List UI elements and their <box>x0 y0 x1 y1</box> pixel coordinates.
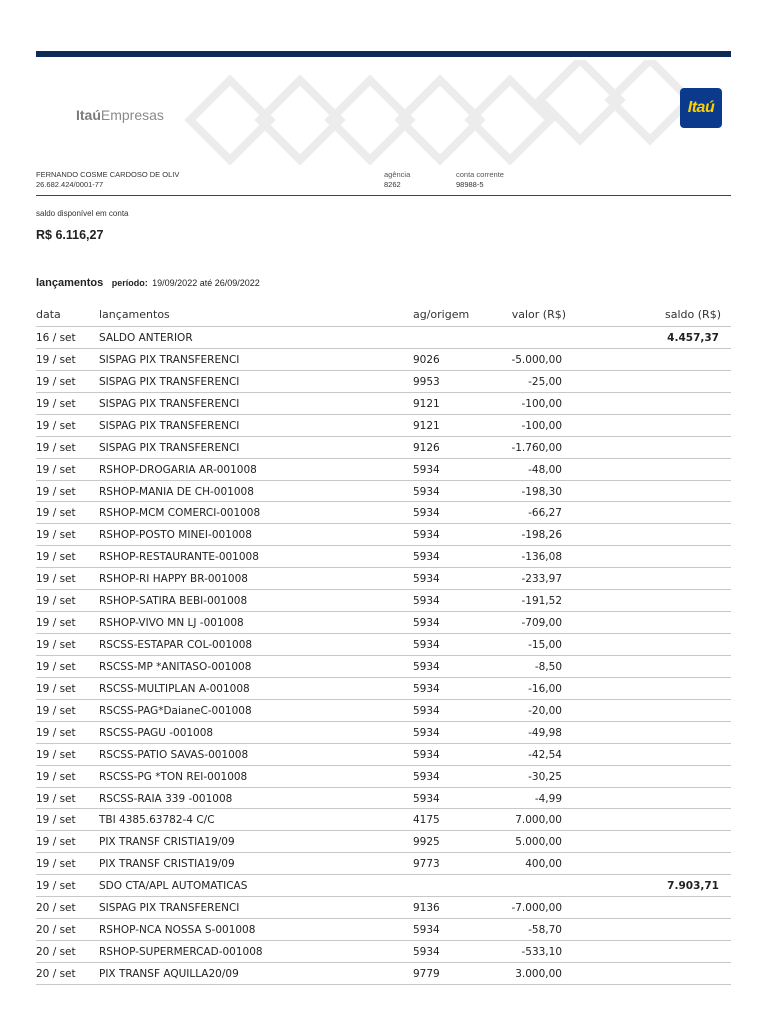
row-description: RSHOP-RI HAPPY BR-001008 <box>99 573 248 586</box>
row-value: -30,25 <box>528 770 562 783</box>
brand-rest: Empresas <box>100 107 164 123</box>
row-agency: 5934 <box>413 924 440 937</box>
balance-label: saldo disponível em conta <box>36 209 129 218</box>
row-description: RSCSS-RAIA 339 -001008 <box>99 792 233 805</box>
row-description: RSHOP-SUPERMERCAD-001008 <box>99 946 263 959</box>
row-description: SISPAG PIX TRANSFERENCI <box>99 902 240 915</box>
table-row <box>36 480 731 503</box>
table-row <box>36 655 731 678</box>
agencia-value: 8262 <box>384 180 401 189</box>
row-value: -58,70 <box>528 924 562 937</box>
table-row <box>36 501 731 524</box>
conta-label: conta corrente <box>456 170 504 179</box>
row-agency: 5934 <box>413 748 440 761</box>
table-row <box>36 677 731 700</box>
table-row <box>36 808 731 831</box>
row-description: SISPAG PIX TRANSFERENCI <box>99 419 240 432</box>
row-date: 19 / set <box>36 551 76 564</box>
table-row <box>36 414 731 437</box>
row-description: SISPAG PIX TRANSFERENCI <box>99 441 240 454</box>
row-value: -48,00 <box>528 463 562 476</box>
table-row <box>36 787 731 810</box>
col-desc-header: lançamentos <box>99 308 170 321</box>
row-agency: 9126 <box>413 441 440 454</box>
agencia-label: agência <box>384 170 411 179</box>
row-description: RSHOP-MCM COMERCI-001008 <box>99 507 261 520</box>
row-date: 19 / set <box>36 682 76 695</box>
row-value: -15,00 <box>528 639 562 652</box>
row-agency: 5934 <box>413 485 440 498</box>
table-row <box>36 940 731 963</box>
conta-value: 98988-5 <box>456 180 484 189</box>
table-row <box>36 545 731 568</box>
row-value: -49,98 <box>528 726 562 739</box>
row-description: RSHOP-VIVO MN LJ -001008 <box>99 617 244 630</box>
table-end-line <box>36 984 731 985</box>
row-date: 20 / set <box>36 924 76 937</box>
row-description: RSHOP-RESTAURANTE-001008 <box>99 551 259 564</box>
table-row <box>36 589 731 612</box>
table-row <box>36 348 731 371</box>
row-date: 19 / set <box>36 441 76 454</box>
table-row <box>36 852 731 875</box>
row-agency: 9773 <box>413 858 440 871</box>
row-value: 400,00 <box>525 858 562 871</box>
row-agency: 5934 <box>413 639 440 652</box>
row-description: RSHOP-DROGARIA AR-001008 <box>99 463 257 476</box>
row-description: RSCSS-ESTAPAR COL-001008 <box>99 639 253 652</box>
row-value: -191,52 <box>521 595 562 608</box>
logo-text: Itaú <box>687 99 715 116</box>
row-agency: 9121 <box>413 397 440 410</box>
table-row <box>36 458 731 481</box>
row-description: RSCSS-PATIO SAVAS-001008 <box>99 748 249 761</box>
row-agency: 5934 <box>413 617 440 630</box>
row-value: -100,00 <box>521 419 562 432</box>
row-date: 19 / set <box>36 463 76 476</box>
row-date: 19 / set <box>36 375 76 388</box>
holder-name: FERNANDO COSME CARDOSO DE OLIV <box>36 170 180 179</box>
row-value: -198,30 <box>521 485 562 498</box>
divider <box>36 195 731 196</box>
table-row <box>36 721 731 744</box>
row-value: -233,97 <box>521 573 562 586</box>
table-header <box>36 308 731 326</box>
table-row <box>36 874 731 897</box>
row-agency: 9779 <box>413 967 440 980</box>
row-value: -16,00 <box>528 682 562 695</box>
row-description: SDO CTA/APL AUTOMATICAS <box>99 880 248 893</box>
itau-logo <box>680 88 722 128</box>
row-agency: 5934 <box>413 573 440 586</box>
row-agency: 5934 <box>413 551 440 564</box>
row-agency: 5934 <box>413 529 440 542</box>
holder-cnpj: 26.682.424/0001-77 <box>36 180 104 189</box>
row-value: 5.000,00 <box>515 836 562 849</box>
row-date: 19 / set <box>36 485 76 498</box>
row-date: 19 / set <box>36 858 76 871</box>
row-agency: 5934 <box>413 660 440 673</box>
row-value: -20,00 <box>528 704 562 717</box>
row-date: 19 / set <box>36 639 76 652</box>
row-balance: 4.457,37 <box>667 332 719 344</box>
header-pattern <box>170 60 690 165</box>
row-value: -7.000,00 <box>511 902 562 915</box>
row-value: -100,00 <box>521 397 562 410</box>
lancamentos-title: lançamentos <box>36 277 104 289</box>
balance-value: R$ 6.116,27 <box>36 228 104 242</box>
row-description: RSCSS-PG *TON REI-001008 <box>99 770 248 783</box>
row-value: -5.000,00 <box>511 353 562 366</box>
row-agency: 9026 <box>413 353 440 366</box>
row-agency: 9136 <box>413 902 440 915</box>
row-description: RSCSS-MULTIPLAN A-001008 <box>99 682 250 695</box>
row-value: 7.000,00 <box>515 814 562 827</box>
row-agency: 5934 <box>413 726 440 739</box>
row-date: 19 / set <box>36 660 76 673</box>
row-date: 19 / set <box>36 507 76 520</box>
row-agency: 5934 <box>413 704 440 717</box>
row-date: 19 / set <box>36 617 76 630</box>
row-agency: 4175 <box>413 814 440 827</box>
row-agency: 5934 <box>413 463 440 476</box>
row-description: SISPAG PIX TRANSFERENCI <box>99 375 240 388</box>
row-description: TBI 4385.63782-4 C/C <box>99 814 215 827</box>
row-date: 19 / set <box>36 573 76 586</box>
table-row <box>36 567 731 590</box>
table-row <box>36 326 731 349</box>
row-date: 19 / set <box>36 704 76 717</box>
row-agency: 5934 <box>413 770 440 783</box>
table-row <box>36 830 731 853</box>
col-ag-header: ag/origem <box>413 308 470 321</box>
table-row <box>36 699 731 722</box>
row-description: RSCSS-PAG*DaianeC-001008 <box>99 704 252 717</box>
row-description: SISPAG PIX TRANSFERENCI <box>99 397 240 410</box>
table-row <box>36 436 731 459</box>
table-row <box>36 523 731 546</box>
table-row <box>36 918 731 941</box>
row-agency: 5934 <box>413 595 440 608</box>
row-agency: 5934 <box>413 682 440 695</box>
row-date: 19 / set <box>36 770 76 783</box>
row-description: PIX TRANSF CRISTIA19/09 <box>99 858 235 871</box>
row-value: -136,08 <box>521 551 562 564</box>
conta-block <box>456 170 504 190</box>
row-value: -198,26 <box>521 529 562 542</box>
row-agency: 9925 <box>413 836 440 849</box>
row-value: -4,99 <box>534 792 562 805</box>
row-date: 19 / set <box>36 836 76 849</box>
row-description: RSHOP-NCA NOSSA S-001008 <box>99 924 256 937</box>
table-row <box>36 962 731 985</box>
col-valor-header: valor (R$) <box>511 308 566 321</box>
row-value: 3.000,00 <box>515 967 562 980</box>
table-row <box>36 633 731 656</box>
row-value: -709,00 <box>521 617 562 630</box>
row-agency: 5934 <box>413 792 440 805</box>
row-date: 19 / set <box>36 726 76 739</box>
row-description: PIX TRANSF AQUILLA20/09 <box>99 967 239 980</box>
row-date: 16 / set <box>36 332 76 344</box>
table-row <box>36 896 731 919</box>
row-description: PIX TRANSF CRISTIA19/09 <box>99 836 235 849</box>
row-value: -42,54 <box>528 748 562 761</box>
row-description: RSHOP-SATIRA BEBI-001008 <box>99 595 248 608</box>
row-value: -533,10 <box>521 946 562 959</box>
brand-bold: Itaú <box>76 107 101 123</box>
brand-name <box>76 107 164 123</box>
table-row <box>36 765 731 788</box>
row-agency: 5934 <box>413 507 440 520</box>
row-date: 19 / set <box>36 880 76 893</box>
row-date: 19 / set <box>36 792 76 805</box>
row-value: -1.760,00 <box>511 441 562 454</box>
table-row <box>36 743 731 766</box>
header-bar <box>36 51 731 57</box>
col-saldo-header: saldo (R$) <box>665 308 721 321</box>
row-balance: 7.903,71 <box>667 880 719 893</box>
row-date: 19 / set <box>36 397 76 410</box>
row-date: 19 / set <box>36 419 76 432</box>
period-value: 19/09/2022 até 26/09/2022 <box>152 278 260 288</box>
table-row <box>36 370 731 393</box>
row-date: 19 / set <box>36 353 76 366</box>
row-date: 19 / set <box>36 748 76 761</box>
row-agency: 5934 <box>413 946 440 959</box>
row-date: 20 / set <box>36 946 76 959</box>
lancamentos-heading <box>36 273 260 291</box>
row-description: RSHOP-POSTO MINEI-001008 <box>99 529 252 542</box>
row-description: SALDO ANTERIOR <box>99 332 193 344</box>
agencia-block <box>384 170 410 190</box>
row-date: 19 / set <box>36 595 76 608</box>
row-value: -25,00 <box>528 375 562 388</box>
row-value: -8,50 <box>534 660 562 673</box>
col-date-header: data <box>36 308 61 321</box>
row-agency: 9953 <box>413 375 440 388</box>
row-date: 19 / set <box>36 529 76 542</box>
row-date: 20 / set <box>36 967 76 980</box>
row-description: RSCSS-MP *ANITASO-001008 <box>99 660 252 673</box>
table-row <box>36 611 731 634</box>
row-agency: 9121 <box>413 419 440 432</box>
row-description: RSCSS-PAGU -001008 <box>99 726 214 739</box>
row-description: SISPAG PIX TRANSFERENCI <box>99 353 240 366</box>
account-holder <box>36 170 179 190</box>
table-row <box>36 392 731 415</box>
row-value: -66,27 <box>528 507 562 520</box>
row-date: 19 / set <box>36 814 76 827</box>
period-label: período: <box>111 278 148 288</box>
row-description: RSHOP-MANIA DE CH-001008 <box>99 485 254 498</box>
row-date: 20 / set <box>36 902 76 915</box>
